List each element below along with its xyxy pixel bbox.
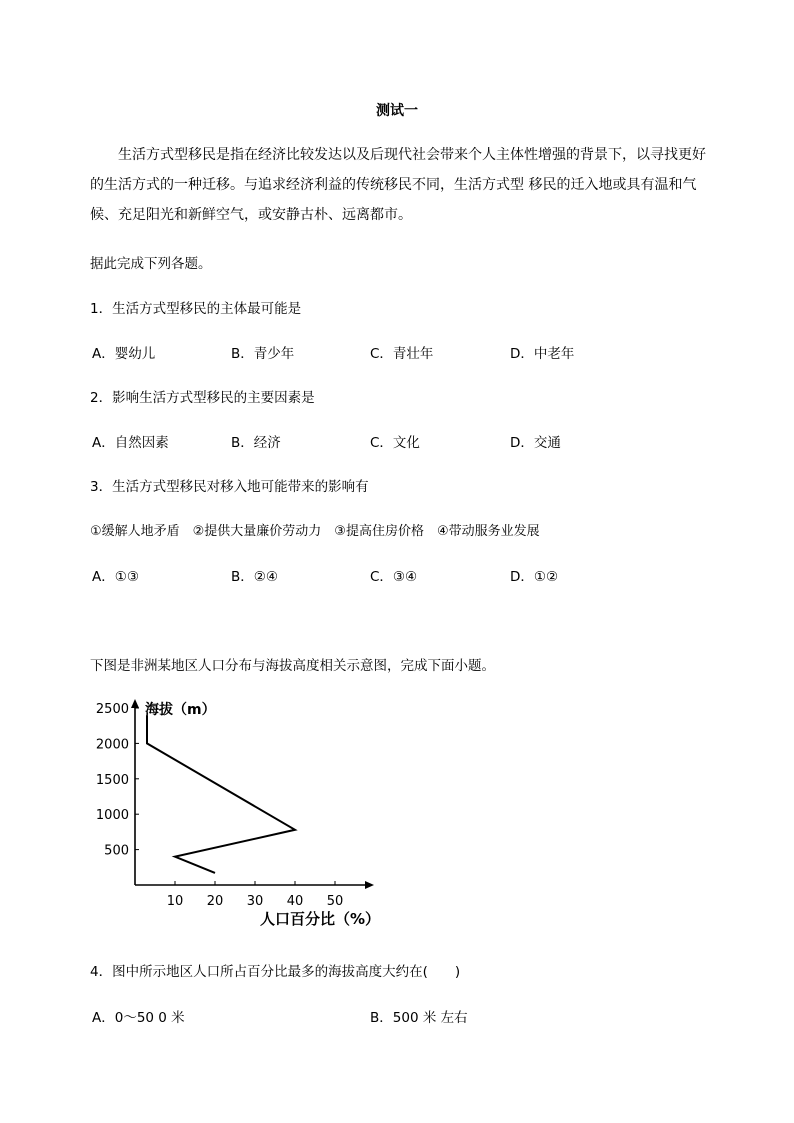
option-a: A．①③ <box>92 569 139 585</box>
x-tick-label: 40 <box>286 894 304 909</box>
question-4-options <box>0 1006 794 1026</box>
instruction-text: 据此完成下列各题。 <box>90 256 212 272</box>
question-3-options <box>0 565 794 585</box>
option-a: A．自然因素 <box>92 435 169 451</box>
question-3-stem: 3．生活方式型移民对移入地可能带来的影响有 <box>90 479 369 495</box>
option-c: C．③④ <box>370 569 418 585</box>
option-b: B．500 米 左右 <box>370 1010 468 1026</box>
page-title: 测试一 <box>376 103 418 119</box>
intro-text: 生活方式型移民是指在经济比较发达以及后现代社会带来个人主体性增强的背景下，以寻找更好的生活方式的一种迁移。与追求经济利益的传统移民不同，生活方式型 移民的迁入地或具有温和气候、充足阳光和新鲜空气，或安静古朴、远离都市。 <box>90 147 706 223</box>
option-a: A．0～50 0 米 <box>92 1010 185 1026</box>
x-tick-label: 10 <box>166 894 184 909</box>
option-b: B．②④ <box>231 569 278 585</box>
y-tick-label: 2000 <box>95 737 129 753</box>
question-2-options <box>0 431 794 451</box>
x-tick-label: 30 <box>246 894 264 909</box>
intro-paragraph <box>90 140 710 230</box>
chart-instruction: 下图是非洲某地区人口分布与海拔高度相关示意图，完成下面小题。 <box>90 658 495 674</box>
question-4-stem: 4．图中所示地区人口所占百分比最多的海拔高度大约在( ) <box>90 964 461 980</box>
y-tick-label: 500 <box>104 843 129 859</box>
chart-plot-area <box>96 699 380 928</box>
x-axis-label: 人口百分比（%） <box>260 910 381 928</box>
option-a: A．婴幼儿 <box>92 346 156 362</box>
question-2-stem: 2．影响生活方式型移民的主要因素是 <box>90 390 315 406</box>
option-b: B．经济 <box>231 435 281 451</box>
option-c: C．文化 <box>370 435 420 451</box>
y-axis-label: 海拔（m） <box>145 702 216 718</box>
option-d: D．①② <box>510 569 559 585</box>
population-altitude-chart <box>85 695 405 940</box>
y-tick-label: 1500 <box>95 772 129 788</box>
x-tick-label: 20 <box>206 894 224 909</box>
question-1-options <box>0 342 794 362</box>
series-line <box>147 715 295 873</box>
question-1-stem: 1．生活方式型移民的主体最可能是 <box>90 301 302 317</box>
y-tick-label: 2500 <box>95 702 129 717</box>
option-d: D．中老年 <box>510 346 575 362</box>
option-c: C．青壮年 <box>370 346 434 362</box>
question-3-statements: ①缓解人地矛盾 ②提供大量廉价劳动力 ③提高住房价格 ④带动服务业发展 <box>90 524 540 539</box>
option-b: B．青少年 <box>231 346 295 362</box>
y-tick-label: 1000 <box>95 808 129 824</box>
x-axis-arrow <box>365 881 374 889</box>
x-tick-label: 50 <box>326 894 344 909</box>
option-d: D．交通 <box>510 435 561 451</box>
y-axis-arrow <box>131 699 139 708</box>
